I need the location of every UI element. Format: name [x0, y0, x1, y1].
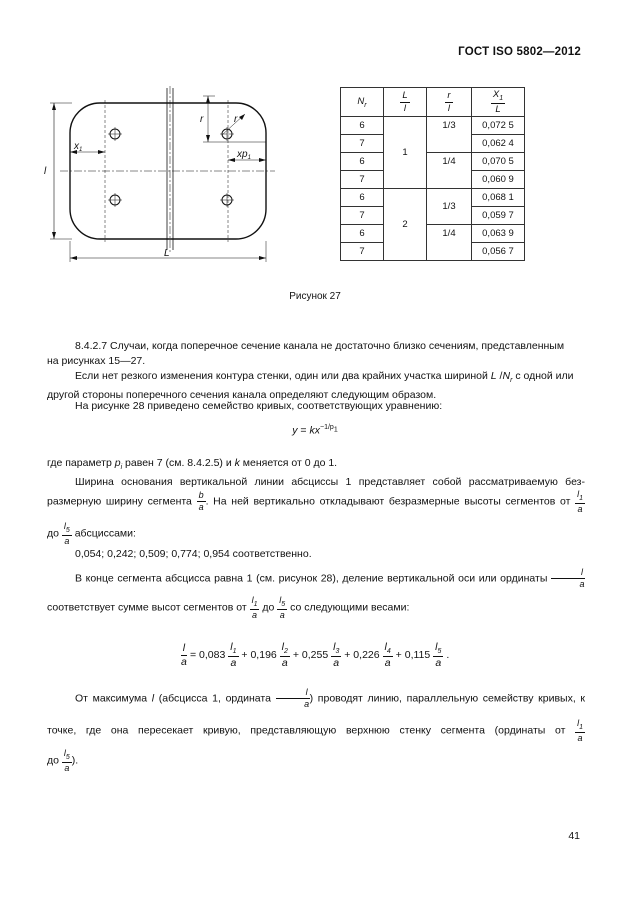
paragraph-ordinates-end: до $\frac{l_5}{a}$ ). — [47, 748, 79, 773]
table-row: 6 1 1/3 0,072 5 — [341, 117, 525, 135]
equation-weights: $\frac{l}{a}$ = 0,083 $\frac{l_1}{a}$ + 0,196 $\frac{l_2}{a}$ + 0,255 $\frac{l_3}{a}$ + 0,226 $\frac{l_4}{a}$ + 0,115 $\frac{l_5}{a}$ . — [180, 641, 450, 670]
header-nr: $N_r$ — [341, 88, 384, 117]
table-row: 7 0,062 4 — [341, 135, 525, 153]
label-r2: r — [234, 114, 238, 125]
header-L-over-l: $\frac{L}{l}$ — [384, 88, 427, 117]
header-r-over-l: $\frac{r}{l}$ — [427, 88, 472, 117]
paragraph-weights: соответствует сумме высот сегментов от $\frac{l_1}{a}$ до $\frac{l_5}{a}$ со следующими весами: — [47, 595, 410, 620]
paragraph-figure-28: На рисунке 28 приведено семейство кривых, соответствующих уравнению: — [75, 400, 443, 412]
label-l: l — [44, 166, 47, 177]
table-row: 7 0,059 7 — [341, 207, 525, 225]
paragraph-parameter: где параметр $p_i$ равен 7 (см. 8.4.2.5) и k меняется от 0 до 1. Ширина основания вертикальной линии абсциссы 1 представляет собой рассматриваемую без- — [47, 457, 585, 489]
paragraph-segment-width: размерную ширину сегмента $\frac{b}{a}$ . На ней вертикально откладывают безразмерные высоты сегментов от $\frac{l_1}{a}$ — [47, 489, 583, 514]
table-row: 6 1/4 0,070 5 — [341, 153, 525, 171]
label-xp1: $xp_1$ — [237, 149, 251, 161]
table-header-row — [341, 88, 525, 117]
paragraph-segment-end: В конце сегмента абсцисса равна 1 (см. рисунок 28), деление вертикальной оси или ординаты $\frac{l}{a}$ — [75, 567, 585, 589]
page-number: 41 — [568, 830, 580, 842]
paragraph-contour: Если нет резкого изменения контура стенки, один или два крайних участка шириной L $/N_r$ с одной или другой стороны поперечного сечения канала определяют следующим образом. — [47, 370, 574, 402]
paragraph-8-4-2-7: 8.4.2.7 Случаи, когда поперечное сечение канала не достаточно близко сечениям, представленным на рисунках 15—27. — [47, 340, 565, 367]
table-row: 7 0,056 7 — [341, 243, 525, 261]
dimension-table — [340, 87, 525, 261]
label-x1: $x_1$ — [74, 141, 83, 153]
figure-27-drawing — [40, 86, 280, 270]
paragraph-intersection: точке, где она пересекает кривую, представляющую верхнюю стенку сегмента (ординаты от $\frac{l_1}{a}$ — [47, 718, 583, 743]
table-row: 7 0,060 9 — [341, 171, 525, 189]
document-header: ГОСТ ISO 5802—2012 — [458, 46, 581, 58]
figure-caption: Рисунок 27 — [289, 291, 341, 302]
header-x1-over-L: $\frac{X_1}{L}$ — [472, 88, 525, 117]
table-row: 6 1/4 0,063 9 — [341, 225, 525, 243]
paragraph-abscissas: до $\frac{l_5}{a}$ абсциссами: — [47, 521, 136, 546]
abscissa-values: 0,054; 0,242; 0,509; 0,774; 0,954 соответственно. — [75, 548, 312, 560]
label-L: L — [164, 248, 170, 259]
equation-curve: $y = kx^{-1/p_1}$ — [292, 424, 338, 437]
label-r1: r — [200, 114, 204, 125]
table-row: 6 2 1/3 0,068 1 — [341, 189, 525, 207]
paragraph-maximum: От максимума l (абсцисса 1, ордината $\frac{l}{a}$ ) проводят линию, параллельную семейству кривых, к — [75, 687, 585, 709]
